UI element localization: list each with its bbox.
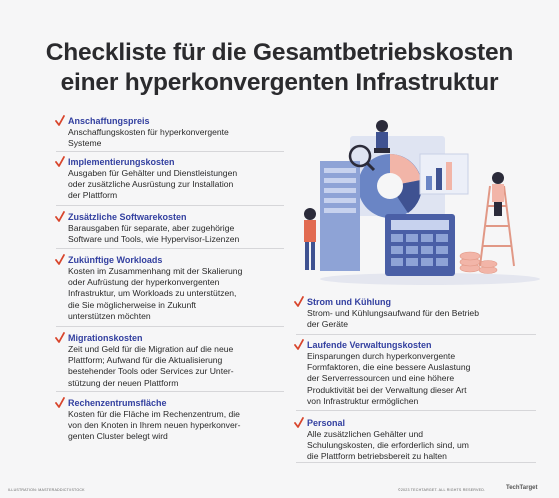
checkmark-icon xyxy=(55,332,65,344)
finance-illustration xyxy=(290,96,559,291)
checklist-item-verwaltungskosten xyxy=(307,340,537,407)
checkmark-icon xyxy=(55,254,65,266)
checklist-item-softwarekosten xyxy=(68,212,283,245)
checklist-item-strom-kuehlung xyxy=(307,297,537,330)
checklist-item-workloads xyxy=(68,255,283,322)
checkmark-icon xyxy=(294,417,304,429)
item-line: Kosten im Zusammenhang mit der Skalierung xyxy=(68,266,243,276)
item-line: die Sie möglicherweise in Zukunft xyxy=(68,299,197,310)
item-title: Anschaffungspreis xyxy=(68,116,150,126)
page-title xyxy=(20,38,539,98)
item-line: Strom- und Kühlungsaufwand für den Betrieb xyxy=(307,308,479,318)
item-title: Migrationskosten xyxy=(68,333,143,343)
divider xyxy=(56,248,284,249)
item-line: stützung der neuen Plattform xyxy=(68,377,179,388)
title-line-2: einer hyperkonvergenten Infrastruktur xyxy=(60,69,499,96)
item-line: der Geräte xyxy=(307,319,349,330)
checkmark-icon xyxy=(55,156,65,168)
item-line: von Infrastruktur ermöglichen xyxy=(307,395,419,406)
item-line: Anschaffungskosten für hyperkonvergente xyxy=(68,127,229,137)
item-title: Zusätzliche Softwarekosten xyxy=(68,212,187,222)
item-line: Ausgaben für Gehälter und Dienstleistungen xyxy=(68,168,238,178)
copyright: ©2023 TECHTARGET. ALL RIGHTS RESERVED. xyxy=(398,488,486,492)
divider xyxy=(56,326,284,327)
item-title: Zukünftige Workloads xyxy=(68,255,163,265)
item-line: Formfaktoren, die eine bessere Auslastung xyxy=(307,362,471,373)
checkmark-icon xyxy=(55,211,65,223)
item-line: Alle zusätzlichen Gehälter und xyxy=(307,429,424,439)
title-line-1: Checkliste für die Gesamtbetriebskosten xyxy=(45,39,514,66)
divider xyxy=(296,334,536,335)
illustration-credit: ILLUSTRATION: MASTERADDICT/ISTOCK xyxy=(8,488,85,492)
item-title: Laufende Verwaltungskosten xyxy=(307,340,432,350)
checkmark-icon xyxy=(55,115,65,127)
item-line: Schulungskosten, die erforderlich sind, um xyxy=(307,440,469,451)
item-line: Einsparungen durch hyperkonvergente xyxy=(307,351,456,361)
item-line: Software und Tools, wie Hypervisor-Lizenzen xyxy=(68,234,240,245)
item-line: unterstützen möchten xyxy=(68,310,151,321)
brand-logo: TechTarget xyxy=(506,485,538,491)
item-title: Personal xyxy=(307,418,346,428)
item-line: oder Aufrüstung der hyperkonvergenten xyxy=(68,277,220,288)
checklist-item-implementierungskosten xyxy=(68,157,283,202)
checkmark-icon xyxy=(294,339,304,351)
item-line: Zeit und Geld für die Migration auf die neue xyxy=(68,344,234,354)
item-line: Kosten für die Fläche im Rechenzentrum, die xyxy=(68,409,240,419)
item-line: Infrastruktur, um Workloads zu unterstützen, xyxy=(68,288,237,299)
item-line: Plattform; Aufwand für die Aktualisierung xyxy=(68,355,223,366)
item-line: bestehender Tools oder Services zur Unter- xyxy=(68,366,234,377)
item-title: Strom und Kühlung xyxy=(307,297,391,307)
checklist-item-rechenzentrumsflaeche xyxy=(68,398,283,443)
item-title: Rechenzentrumsfläche xyxy=(68,398,167,408)
item-line: Barausgaben für separate, aber zugehörige xyxy=(68,223,235,233)
divider xyxy=(56,151,284,152)
item-line: Systeme xyxy=(68,138,102,149)
item-line: der Plattform xyxy=(68,190,118,201)
item-line: die Plattform betriebsbereit zu halten xyxy=(307,451,447,462)
item-line: von den Knoten in Ihrem neuen hyperkonver- xyxy=(68,420,241,431)
divider xyxy=(296,462,536,463)
item-title: Implementierungskosten xyxy=(68,157,175,167)
item-line: genten Cluster belegt wird xyxy=(68,431,168,442)
divider xyxy=(296,410,536,411)
checkmark-icon xyxy=(294,296,304,308)
checklist-item-personal xyxy=(307,418,537,463)
checklist-item-anschaffungspreis xyxy=(68,116,283,149)
checklist-item-migrationskosten xyxy=(68,333,283,389)
item-line: oder zusätzliche Ausrüstung zur Installation xyxy=(68,179,234,190)
item-line: der Serverressourcen und eine höhere xyxy=(307,373,455,384)
divider xyxy=(56,205,284,206)
divider xyxy=(56,391,284,392)
checkmark-icon xyxy=(55,397,65,409)
item-line: Produktivität bei der Verwaltung dieser Art xyxy=(307,384,467,395)
